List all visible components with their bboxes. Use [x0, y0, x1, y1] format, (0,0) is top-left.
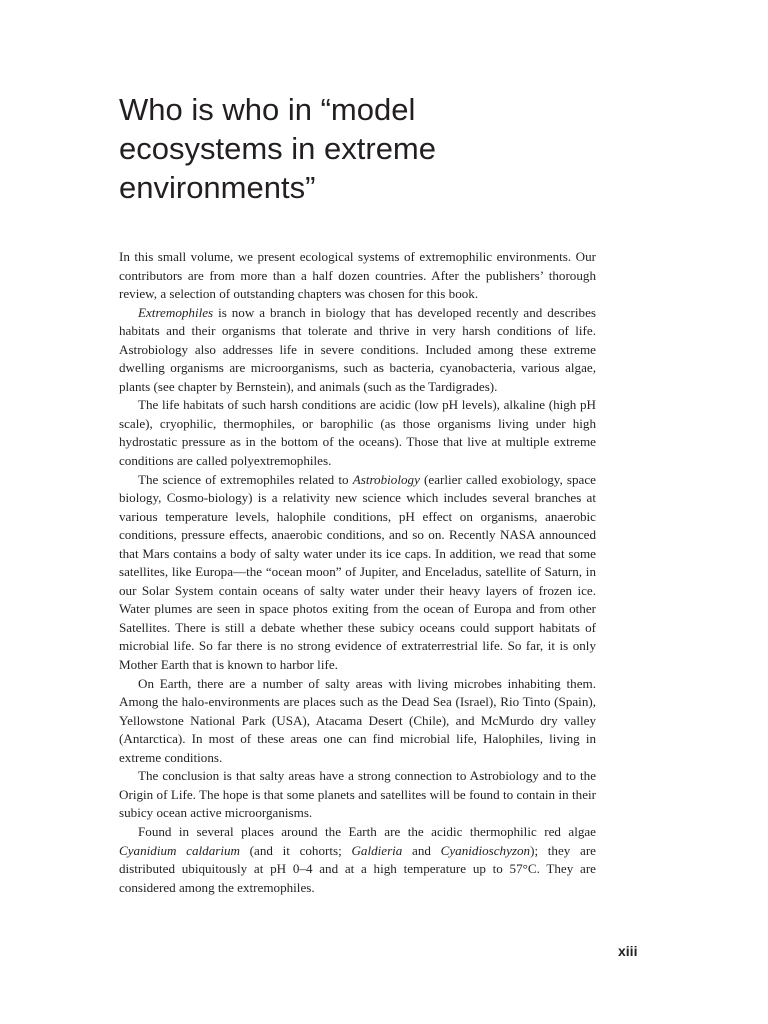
body-paragraph	[119, 396, 596, 470]
text-run: The science of extremophiles related to	[138, 471, 353, 487]
body-paragraph	[119, 304, 596, 397]
page-number: xiii	[618, 943, 638, 959]
body-paragraph	[119, 767, 596, 823]
text-run: The conclusion is that salty areas have a strong connection to Astrobiology and to the Origin of Life. The hope is that some planets and satellites will be found to contain in their subicy ocean active microorganisms.	[119, 768, 596, 821]
title-line: environments”	[119, 170, 316, 205]
text-run: Found in several places around the Earth are the acidic thermophilic red algae	[138, 823, 596, 839]
body-text	[119, 248, 596, 897]
text-run: The life habitats of such harsh conditions are acidic (low pH levels), alkaline (high pH scale), cryophilic, thermophiles, or barophilic (as those organisms living under high hydrostatic pressure as in the bottom of the oceans). Those that live at multiple extreme conditions are called polyextremophiles.	[119, 397, 596, 469]
italic-term: Cyanidium caldarium	[119, 842, 240, 858]
text-run: (earlier called exobiology, space biology, Cosmo-biology) is a relativity new science which includes several branches at various temperature levels, halophile conditions, pH effect on organisms, anaerobic conditions, pressure effects, anaerobic conditions, and so on. Recently NASA announced that Mars contains a body of salty water under its ice caps. In addition, we read that some satellites, like Europa—the “ocean moon” of Jupiter, and Enceladus, satellite of Saturn, in our Solar System contain oceans of salty water under their heavy layers of frozen ice. Water plumes are seen in space photos exiting from the ocean of Europa and from other Satellites. There is still a debate whether these subicy oceans could support habitats of microbial life. So far there is no strong evidence of extraterrestrial life. So far, it is only Mother Earth that is known to harbor life.	[119, 471, 596, 673]
title-line: Who is who in “model	[119, 92, 416, 127]
body-paragraph	[119, 675, 596, 768]
text-run: In this small volume, we present ecological systems of extremophilic environments. Our contributors are from more than a half dozen countries. After the publishers’ thorough review, a selection of outstanding chapters was chosen for this book.	[119, 249, 596, 302]
text-run: (and it cohorts;	[239, 842, 352, 858]
body-paragraph	[119, 823, 596, 897]
title-line: ecosystems in extreme	[119, 131, 436, 166]
italic-term: Extremophiles	[138, 304, 214, 320]
body-paragraph	[119, 471, 596, 675]
italic-term: Galdieria	[351, 842, 403, 858]
chapter-title	[119, 90, 639, 207]
body-paragraph	[119, 248, 596, 304]
italic-term: Astrobiology	[352, 471, 420, 487]
italic-term: Cyanidioschyzon	[440, 842, 531, 858]
text-run: is now a branch in biology that has developed recently and describes habitats and their organisms that tolerate and thrive in very harsh conditions of life. Astrobiology also addresses life in severe conditions. Included among these extreme dwelling organisms are microorganisms, such as bacteria, cyanobacteria, various algae, plants (see chapter by Bernstein), and animals (such as the Tardigrades).	[119, 304, 596, 394]
text-run: and	[402, 842, 441, 858]
text-run: On Earth, there are a number of salty areas with living microbes inhabiting them. Among the halo-environments are places such as the Dead Sea (Israel), Rio Tinto (Spain), Yellowstone National Park (USA), Atacama Desert (Chile), and McMurdo dry valley (Antarctica). In most of these areas one can find microbial life, Halophiles, living in extreme conditions.	[119, 675, 596, 765]
text-run: ); they are distributed ubiquitously at pH 0–4 and at a high temperature up to 57°C. They are considered among the extremophiles.	[119, 842, 596, 895]
